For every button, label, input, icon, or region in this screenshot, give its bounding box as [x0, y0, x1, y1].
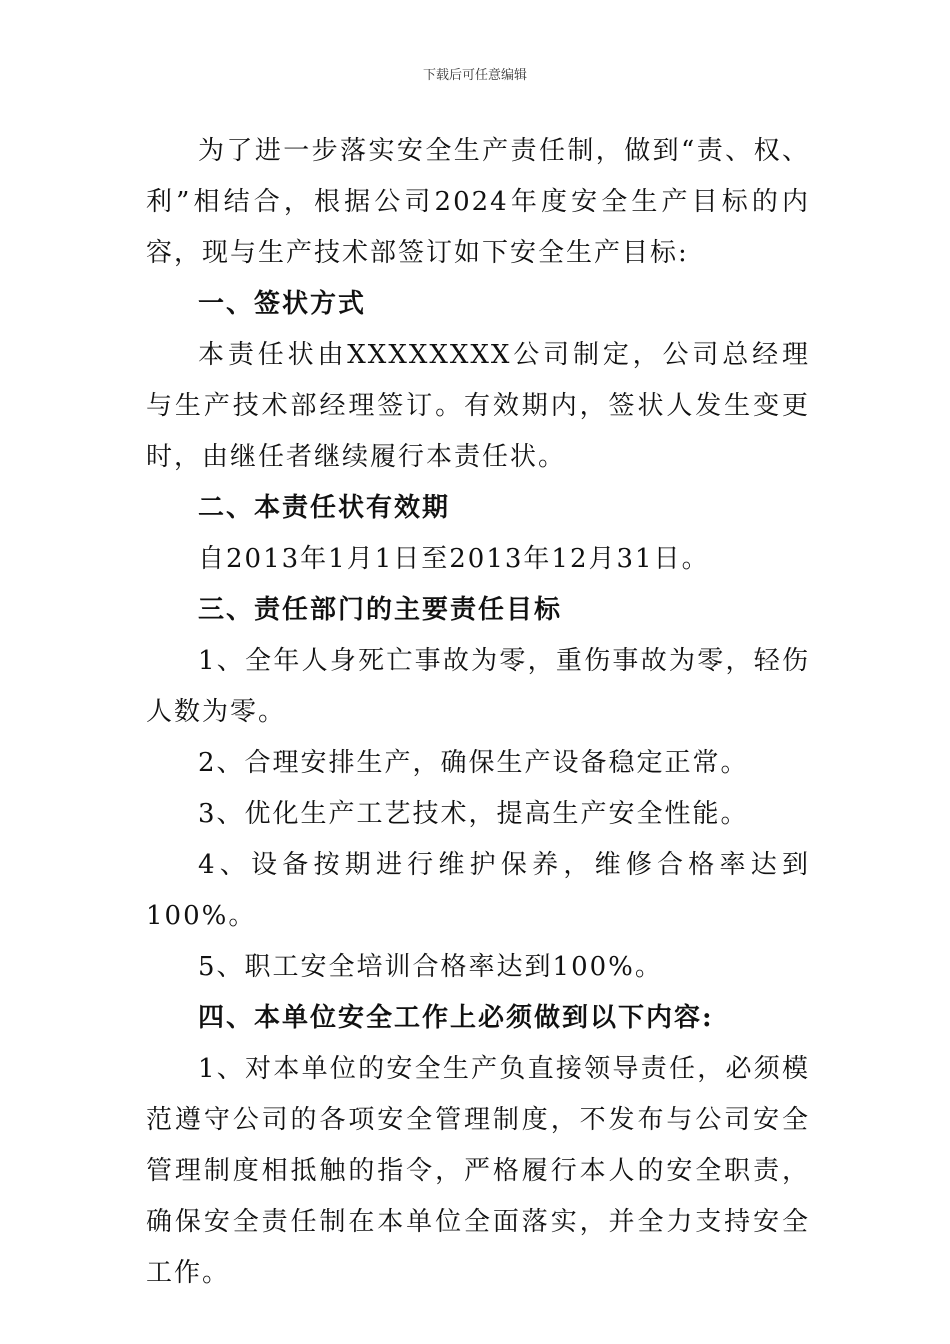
- section-2-title: 二、本责任状有效期: [198, 493, 451, 523]
- section-1-title: 一、签状方式: [198, 289, 367, 319]
- section-3-item: 4、设备按期进行维护保养，维修合格率达到100%。: [146, 850, 810, 931]
- document-body: [146, 126, 810, 1299]
- section-3-item: 3、优化生产工艺技术，提高生产安全性能。: [198, 799, 749, 829]
- page-header: 下载后可任意编辑: [422, 68, 527, 83]
- section-3-title: 三、责任部门的主要责任目标: [198, 595, 563, 625]
- section-2-text: 自2013年1月1日至2013年12月31日。: [198, 544, 710, 574]
- section-3-item: 2、合理安排生产，确保生产设备稳定正常。: [198, 748, 749, 778]
- intro-paragraph: 为了进一步落实安全生产责任制，做到“责、权、利”相结合，根据公司2024年度安全生产目标的内容，现与生产技术部签订如下安全生产目标:: [146, 136, 810, 268]
- section-4-item: 1、对本单位的安全生产负直接领导责任，必须模范遵守公司的各项安全管理制度，不发布与公司安全管理制度相抵触的指令，严格履行本人的安全职责，确保安全责任制在本单位全面落实，并全力支持安全工作。: [146, 1054, 810, 1288]
- section-3-item: 1、全年人身死亡事故为零，重伤事故为零，轻伤人数为零。: [146, 646, 810, 727]
- section-4-title: 四、本单位安全工作上必须做到以下内容:: [198, 1003, 714, 1033]
- section-1-text: 本责任状由XXXXXXXX公司制定，公司总经理与生产技术部经理签订。有效期内，签状人发生变更时，由继任者继续履行本责任状。: [146, 340, 810, 472]
- section-3-item: 5、职工安全培训合格率达到100%。: [198, 952, 663, 982]
